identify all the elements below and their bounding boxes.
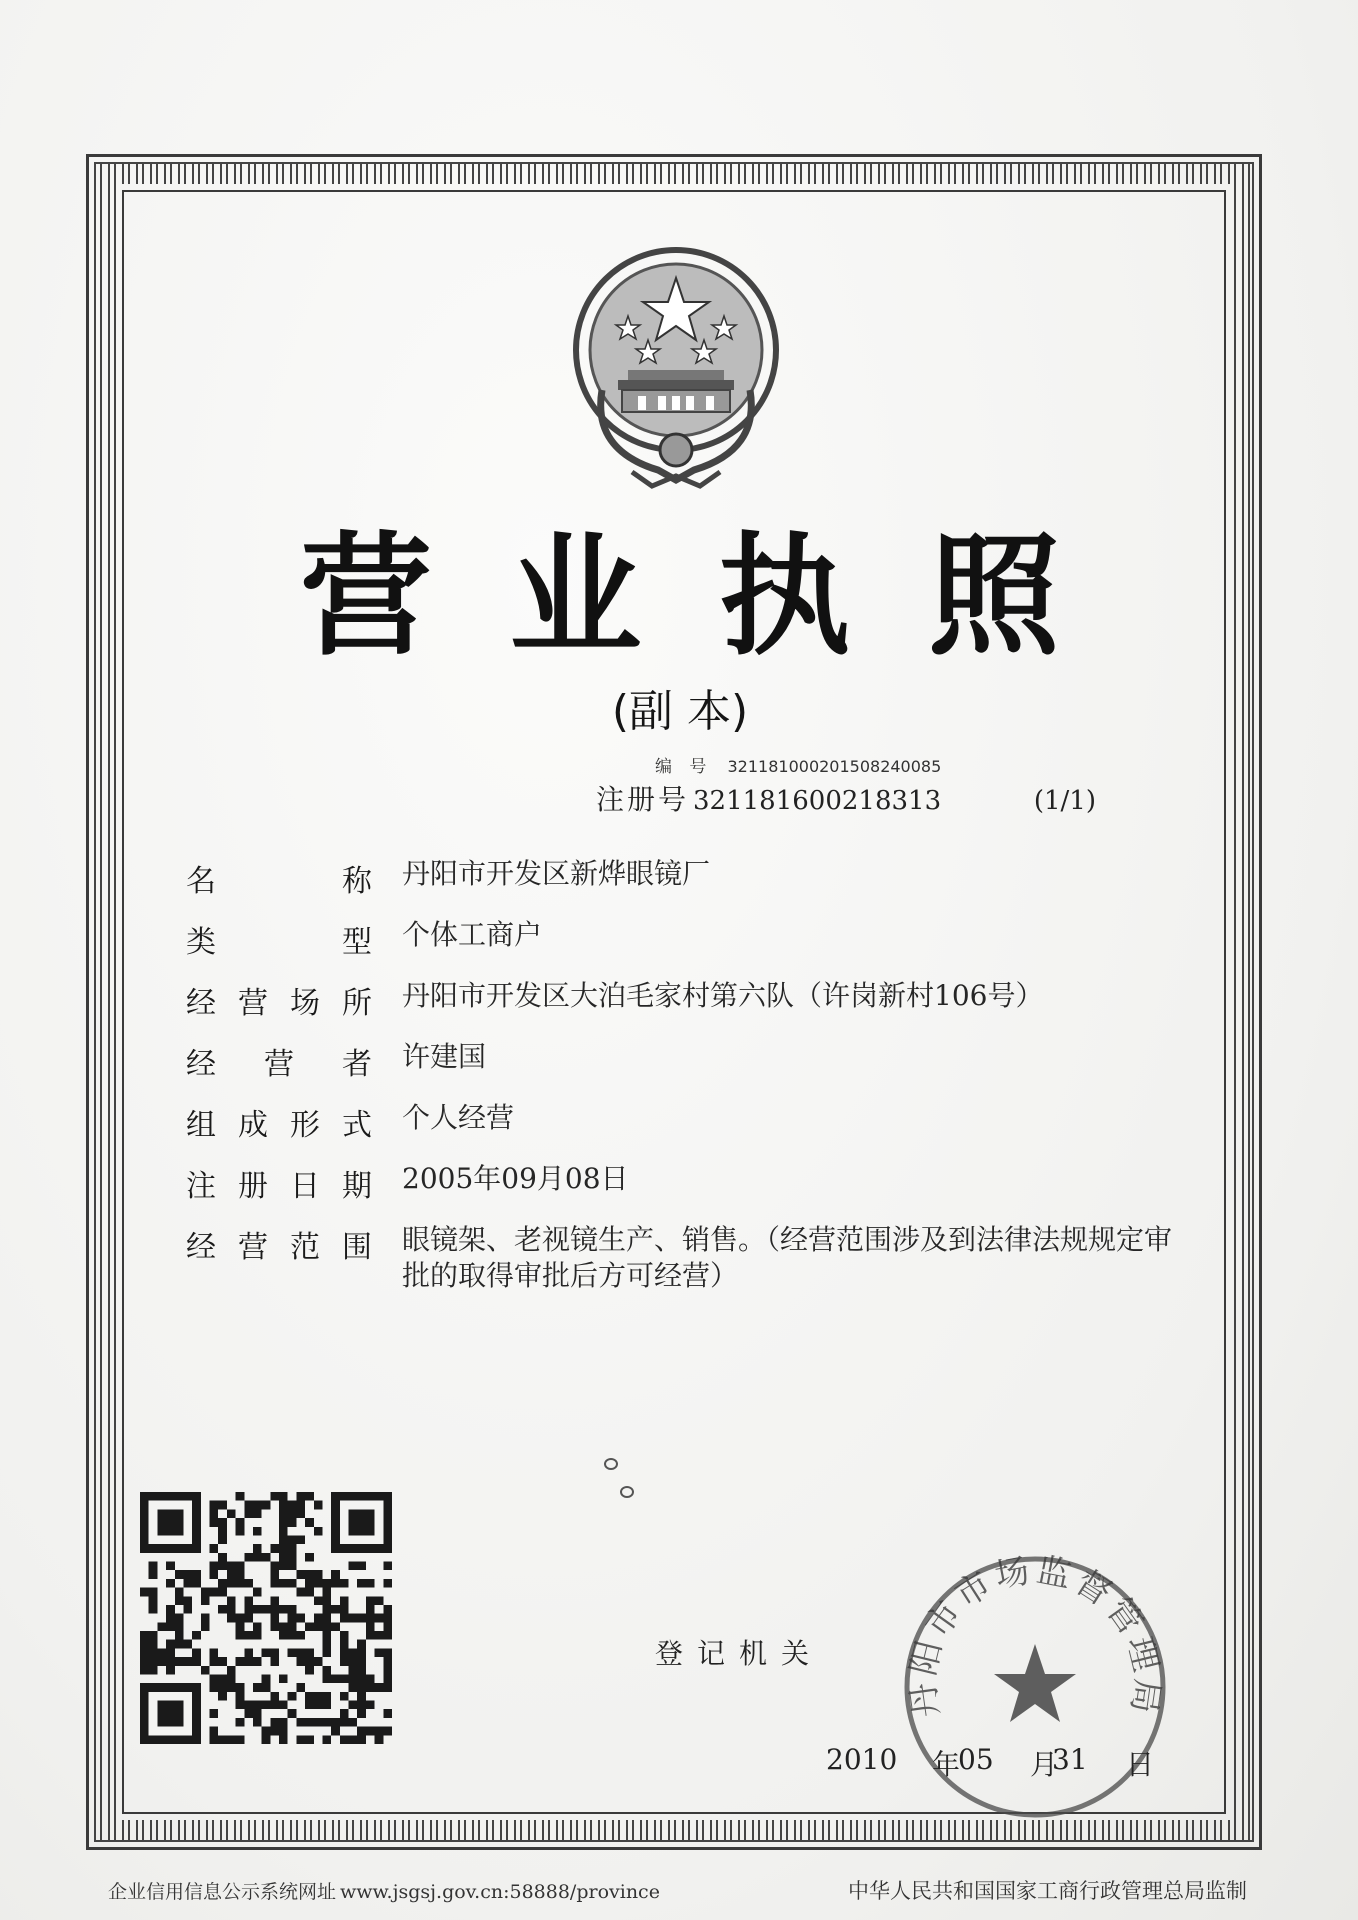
registration-authority: 登记机关 bbox=[655, 1637, 824, 1670]
serial-label: 编 号 bbox=[655, 757, 713, 777]
field-value: 个体工商户 bbox=[402, 918, 543, 951]
date-day-unit: 日 bbox=[1126, 1748, 1155, 1781]
field-value: 丹阳市开发区新烨眼镜厂 bbox=[402, 857, 711, 890]
registration-value: 321181600218313 bbox=[693, 786, 942, 816]
title-char: 业 bbox=[509, 520, 642, 674]
date-day: 31 bbox=[1052, 1743, 1088, 1776]
serial-number bbox=[655, 752, 941, 777]
date-year-unit: 年 bbox=[932, 1748, 961, 1781]
field-address bbox=[186, 978, 1186, 1039]
field-label: 类 型 bbox=[186, 925, 372, 960]
title-char: 照 bbox=[927, 520, 1060, 674]
document-subtitle: (副 本) bbox=[611, 686, 749, 737]
field-value: 丹阳市开发区大泊毛家村第六队（许岗新村106号） bbox=[402, 979, 1044, 1012]
field-label: 经 营 场 所 bbox=[186, 986, 372, 1021]
registration-number bbox=[596, 778, 1116, 818]
field-type bbox=[186, 917, 1186, 978]
date-year: 2010 bbox=[826, 1743, 898, 1776]
field-value: 眼镜架、老视镜生产、销售。（经营范围涉及到法律法规规定审批的取得审批后方可经营） bbox=[402, 1223, 1173, 1292]
field-label: 注 册 日 期 bbox=[186, 1169, 372, 1204]
national-emblem-icon bbox=[562, 240, 790, 490]
date-month-unit: 月 bbox=[1030, 1748, 1059, 1781]
field-value: 许建国 bbox=[402, 1040, 487, 1073]
footer-note: 企业信用信息公示系统网址 bbox=[108, 1881, 337, 1903]
title-char: 营 bbox=[300, 520, 432, 674]
field-name bbox=[186, 856, 1186, 917]
field-value: 2005年09月08日 bbox=[402, 1162, 629, 1195]
serial-value: 321181000201508240085 bbox=[727, 757, 942, 776]
field-operator bbox=[186, 1039, 1186, 1100]
registration-label: 注册号 bbox=[596, 783, 690, 816]
page-indicator: (1/1) bbox=[1033, 786, 1096, 816]
qr-code-icon[interactable] bbox=[140, 1492, 392, 1744]
document-title bbox=[300, 500, 1060, 674]
field-form bbox=[186, 1100, 1186, 1161]
footer-supervisor: 中华人民共和国国家工商行政管理总局监制 bbox=[848, 1879, 1247, 1903]
footer-credit-website bbox=[108, 1877, 660, 1904]
field-scope bbox=[186, 1222, 1186, 1322]
field-reg-date bbox=[186, 1161, 1186, 1222]
paper-speck bbox=[604, 1458, 618, 1470]
license-fields bbox=[186, 856, 1186, 1322]
field-label: 经 营 者 bbox=[186, 1047, 372, 1082]
field-label: 组 成 形 式 bbox=[186, 1108, 372, 1143]
title-char: 执 bbox=[718, 520, 851, 674]
paper-speck bbox=[620, 1486, 634, 1498]
field-label: 经 营 范 围 bbox=[186, 1230, 372, 1265]
footer-url[interactable]: www.jsgsj.gov.cn:58888/province bbox=[340, 1881, 660, 1903]
field-label: 名 称 bbox=[186, 864, 372, 899]
field-value: 个人经营 bbox=[402, 1101, 515, 1134]
issue-date bbox=[826, 1743, 1186, 1783]
seal-text: 丹阳市市场监督管理局 bbox=[902, 1552, 1168, 1720]
date-month: 05 bbox=[958, 1743, 994, 1776]
